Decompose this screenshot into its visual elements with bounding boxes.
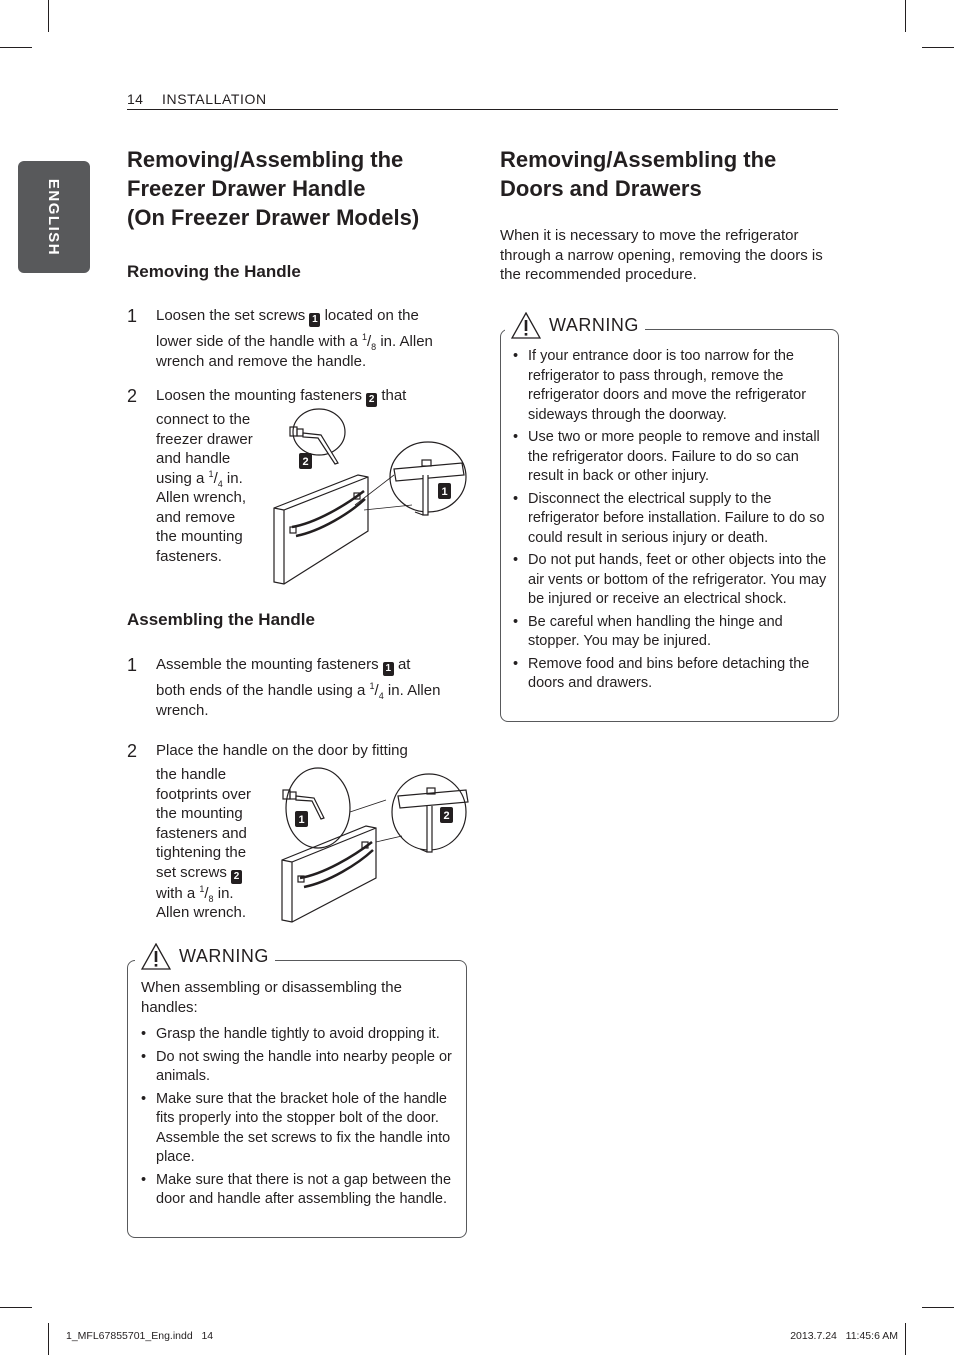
assembling-step2-first-line: Place the handle on the door by fitting bbox=[156, 742, 408, 759]
assembling-step2-in: in. bbox=[217, 884, 234, 902]
removing-step2-line: the mounting bbox=[156, 528, 243, 545]
left-title bbox=[127, 145, 467, 232]
callout-badge: 2 bbox=[231, 870, 242, 884]
list-item: • Disconnect the electrical supply to the refrigerator before installation. Failure to do so could result in serious injury or death. bbox=[513, 490, 831, 549]
list-item: • If your entrance door is too narrow for the refrigerator to pass through, remove the refrigerator doors and move the refrigerator sideways through the doorway. bbox=[513, 347, 831, 425]
crop-mark bbox=[922, 47, 954, 48]
warning-label: WARNING bbox=[549, 315, 639, 335]
assembling-step1-text: Assemble the mounting fasteners 1 at both ends of the handle using a $^1/_4$ in. Allen wrench. bbox=[156, 655, 471, 720]
warning-list bbox=[513, 347, 831, 694]
removing-step1-number: 1 bbox=[127, 306, 138, 326]
removing-step1-text: Loosen the set screws 1 located on the lower side of the handle with a $^1/_8$ in. Allen wrench and remove the handle. bbox=[156, 306, 471, 371]
assembling-handle-illustration bbox=[274, 760, 471, 925]
warning-content bbox=[141, 978, 459, 1213]
assembling-step1-text-e: wrench. bbox=[156, 701, 209, 719]
figure1-callout-a: 2 bbox=[302, 456, 309, 468]
assembling-step2-last: Allen wrench. bbox=[156, 904, 247, 921]
assembling-step2-line: the handle bbox=[156, 766, 227, 783]
removing-handle-illustration bbox=[266, 405, 471, 587]
list-item: • Remove food and bins before detaching the doors and drawers. bbox=[513, 655, 831, 694]
crop-mark bbox=[48, 0, 49, 32]
fraction-numerator: 1 bbox=[361, 332, 367, 342]
removing-step1-text-e: wrench and remove the handle. bbox=[156, 352, 367, 370]
language-tab-label: ENGLISH bbox=[45, 178, 63, 256]
assembling-heading: Assembling the Handle bbox=[127, 610, 315, 629]
warning-header bbox=[135, 943, 275, 970]
removing-step2-text: connect to the freezer drawer and handle using a $^1/_4$ in. Allen wrench, and remove the mounting fasteners. bbox=[156, 410, 271, 566]
assembling-step2-line: the mounting bbox=[156, 805, 243, 822]
removing-step1-text-b: located on the bbox=[324, 307, 419, 324]
warning-content bbox=[513, 347, 831, 697]
removing-step2-line: freezer drawer bbox=[156, 430, 253, 448]
crop-mark bbox=[905, 1323, 906, 1355]
removing-step2-line: and handle bbox=[156, 450, 231, 467]
crop-mark bbox=[0, 1307, 32, 1308]
warning-triangle-icon bbox=[511, 312, 541, 339]
list-item: • Do not swing the handle into nearby people or animals. bbox=[141, 1048, 459, 1087]
assembling-step2-setscrews: set screws bbox=[156, 863, 227, 881]
page-number: 14 bbox=[127, 91, 144, 107]
fraction-numerator: 1 bbox=[199, 883, 205, 894]
warning-list bbox=[141, 1025, 459, 1210]
footer-timestamp: 2013.7.24 11:45:6 AM bbox=[790, 1330, 898, 1342]
right-title-line1: Removing/Assembling the bbox=[500, 147, 777, 172]
crop-mark bbox=[0, 47, 32, 48]
header-rule bbox=[127, 109, 838, 110]
right-intro: When it is necessary to move the refrigerator through a narrow opening, removing the doors is the recommended procedure. bbox=[500, 227, 823, 283]
warning-triangle-icon bbox=[141, 943, 171, 970]
crop-mark bbox=[922, 1307, 954, 1308]
assembling-step2-with: with a bbox=[156, 884, 196, 902]
fraction-numerator: 1 bbox=[369, 681, 375, 691]
assembling-step1-text-c: both ends of the handle using a bbox=[156, 682, 366, 699]
callout-badge: 2 bbox=[366, 393, 377, 407]
warning-intro: When assembling or disassembling the handles: bbox=[141, 979, 402, 1016]
removing-step2-line: and remove bbox=[156, 508, 236, 526]
removing-step2-in: in. bbox=[226, 469, 243, 487]
removing-step2-text-a: Loosen the mounting fasteners bbox=[156, 387, 362, 404]
removing-step2-line: connect to the bbox=[156, 411, 251, 428]
fraction-denominator: 8 bbox=[208, 893, 214, 904]
assembling-step2-text: the handle footprints over the mounting fasteners and tightening the set screws 2 with a $^1/_8$ in. Allen wrench. bbox=[156, 765, 271, 923]
footer-file: 1_MFL67855701_Eng.indd 14 bbox=[66, 1330, 214, 1342]
section-title: INSTALLATION bbox=[162, 91, 267, 107]
removing-step2-text-b: that bbox=[381, 387, 407, 404]
removing-heading: Removing the Handle bbox=[127, 262, 301, 281]
left-title-line3: (On Freezer Drawer Models) bbox=[127, 205, 420, 230]
warning-label: WARNING bbox=[179, 946, 269, 966]
left-title-line2: Freezer Drawer Handle bbox=[127, 176, 366, 201]
removing-step1-text-d: in. Allen bbox=[380, 333, 433, 350]
assembling-step1-number: 1 bbox=[127, 655, 138, 675]
assembling-step2-line: fasteners and bbox=[156, 824, 247, 842]
removing-step2-first-line bbox=[156, 386, 471, 407]
figure2-callout-a: 1 bbox=[298, 814, 305, 826]
list-item: • Use two or more people to remove and install the refrigerator doors. Failure to do so can result in back or other injury. bbox=[513, 428, 831, 487]
removing-step2-using: using a bbox=[156, 469, 205, 487]
list-item: • Make sure that the bracket hole of the handle fits properly into the stopper bolt of the door. Assemble the set screws to fix the handle into place. bbox=[141, 1090, 459, 1168]
right-title-line2: Doors and Drawers bbox=[500, 176, 702, 201]
removing-step2-line: Allen wrench, bbox=[156, 489, 247, 506]
list-item: • Grasp the handle tightly to avoid dropping it. bbox=[141, 1025, 459, 1045]
figure1-callout-b: 1 bbox=[441, 486, 448, 498]
assembling-step1-text-a: Assemble the mounting fasteners bbox=[156, 656, 379, 673]
assembling-step2-line: tightening the bbox=[156, 844, 247, 861]
assembling-step2-number: 2 bbox=[127, 741, 138, 761]
left-title-line1: Removing/Assembling the bbox=[127, 147, 404, 172]
removing-step1-text-c: lower side of the handle with a bbox=[156, 333, 358, 350]
list-item: • Be careful when handling the hinge and stopper. You may be injured. bbox=[513, 613, 831, 652]
language-tab-label-wrap bbox=[18, 161, 90, 273]
list-item: • Do not put hands, feet or other objects into the air vents or bottom of the refrigerator. You may be injured or receive an electrical shock. bbox=[513, 551, 831, 610]
crop-mark bbox=[905, 0, 906, 32]
right-title bbox=[500, 145, 840, 203]
assembling-step1-text-d: in. Allen bbox=[387, 682, 441, 699]
removing-step2-number: 2 bbox=[127, 386, 138, 406]
crop-mark bbox=[48, 1323, 49, 1355]
fraction-denominator: 4 bbox=[217, 478, 223, 489]
fraction-denominator: 8 bbox=[371, 342, 377, 352]
fraction-denominator: 4 bbox=[378, 691, 384, 701]
assembling-step2-line: footprints over bbox=[156, 785, 252, 803]
callout-badge: 1 bbox=[383, 662, 394, 676]
fraction-numerator: 1 bbox=[208, 468, 214, 479]
removing-step2-line: fasteners. bbox=[156, 547, 222, 565]
removing-step1-text-a: Loosen the set screws bbox=[156, 307, 306, 324]
figure2-callout-b: 2 bbox=[443, 810, 450, 822]
assembling-step1-text-b: at bbox=[397, 656, 411, 673]
callout-badge: 1 bbox=[309, 313, 320, 327]
warning-header bbox=[505, 312, 645, 339]
list-item: • Make sure that there is not a gap between the door and handle after assembling the handle. bbox=[141, 1171, 459, 1210]
